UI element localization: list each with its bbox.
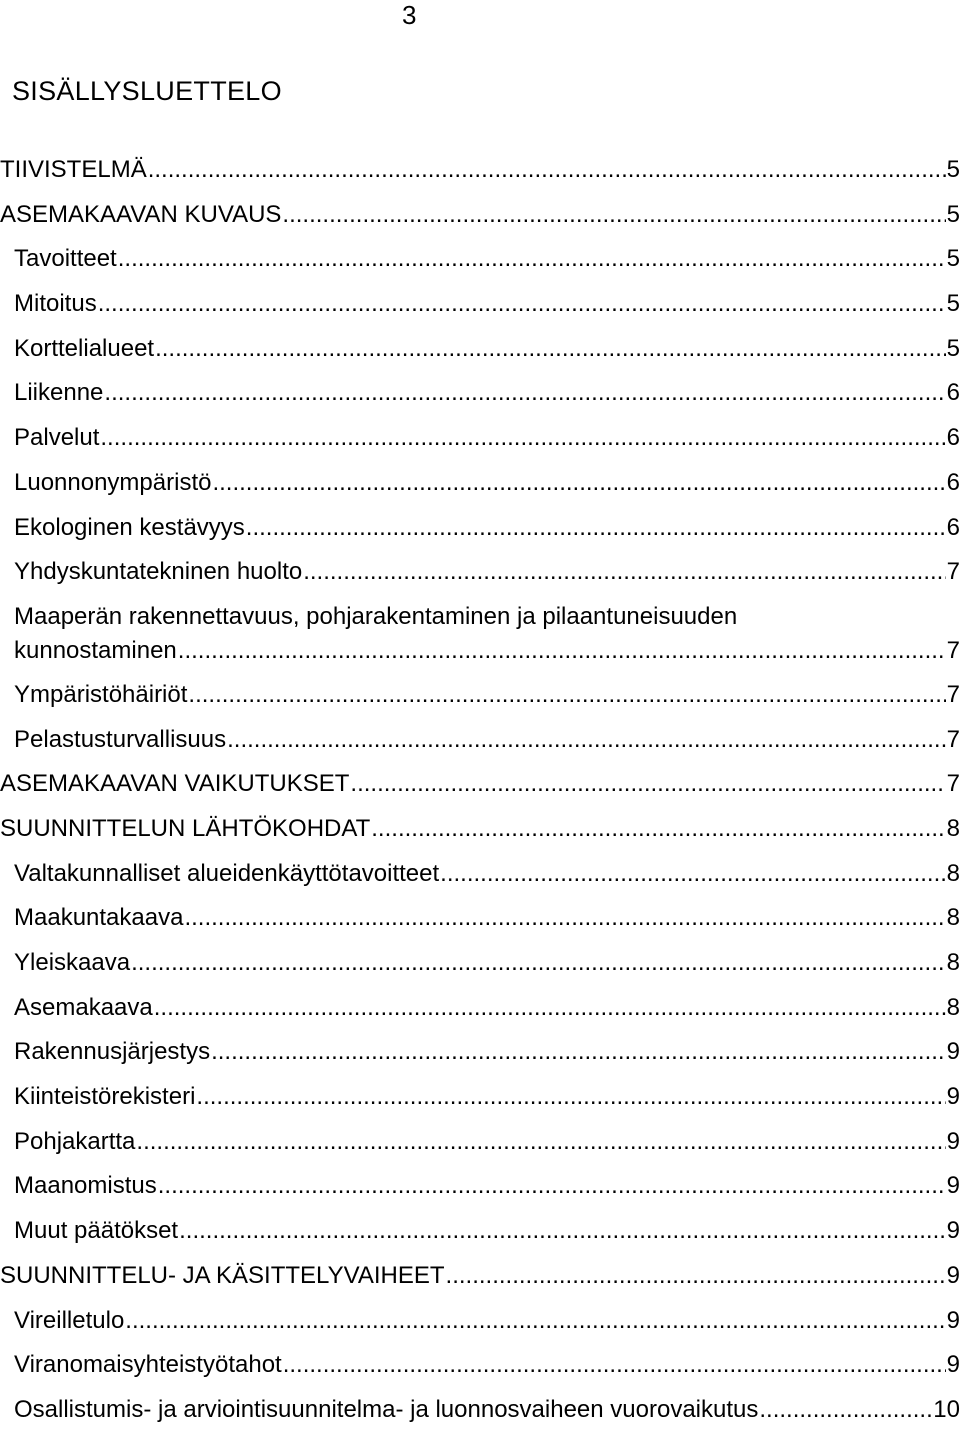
toc-entry-page: 9 — [946, 1038, 960, 1066]
toc-entry-title: Mitoitus — [14, 290, 97, 318]
toc-entry[interactable] — [0, 1302, 960, 1347]
toc-entry[interactable] — [0, 765, 960, 810]
toc-entry[interactable] — [0, 1346, 960, 1391]
toc-leader-dots — [184, 901, 945, 935]
toc-entry-title: ASEMAKAAVAN KUVAUS — [0, 200, 282, 228]
toc-entry-title: Muut päätökset — [14, 1217, 179, 1245]
toc-entry[interactable] — [0, 240, 960, 285]
toc-entry-title: Palvelut — [14, 424, 100, 452]
toc-leader-dots — [178, 634, 946, 668]
toc-entry-title: Yleiskaava — [14, 949, 131, 976]
toc-entry-page: 7 — [946, 558, 960, 586]
toc-entry[interactable] — [0, 810, 960, 855]
toc-entry-page: 9 — [946, 1351, 960, 1379]
toc-entry-page: 10 — [933, 1395, 960, 1423]
toc-entry-page: 6 — [946, 379, 960, 407]
toc-entry[interactable] — [0, 944, 960, 989]
toc-entry[interactable] — [0, 151, 960, 196]
toc-entry[interactable] — [0, 1212, 960, 1257]
toc-entry-page: 9 — [946, 1172, 960, 1200]
toc-entry[interactable] — [0, 721, 960, 766]
toc-entry-title: Ympäristöhäiriöt — [14, 680, 188, 708]
toc-entry-title: SUUNNITTELU- JA KÄSITTELYVAIHEET — [0, 1261, 445, 1289]
toc-leader-dots — [136, 1125, 945, 1159]
toc-entry-page: 5 — [946, 290, 960, 318]
toc-leader-dots — [158, 1169, 946, 1203]
toc-entry-title: Osallistumis- ja arviointisuunnitelma- ja luonnosvaiheen vuorovaikutus — [14, 1395, 759, 1423]
toc-entry-title: SUUNNITTELUN LÄHTÖKOHDAT — [0, 814, 371, 842]
toc-entry[interactable] — [0, 330, 960, 375]
toc-entry[interactable] — [0, 196, 960, 241]
toc-leader-dots — [371, 812, 945, 846]
toc-entry[interactable] — [0, 676, 960, 721]
toc-entry-page: 5 — [946, 334, 960, 362]
toc-leader-dots — [104, 376, 945, 410]
toc-entry[interactable] — [0, 553, 960, 598]
toc-entry[interactable] — [0, 899, 960, 944]
toc-entry-page: 7 — [946, 725, 960, 753]
toc-entry-page: 7 — [946, 636, 960, 664]
toc-entry-title: Pelastusturvallisuus — [14, 725, 227, 753]
toc-heading: SISÄLLYSLUETTELO — [12, 76, 282, 106]
toc-leader-dots — [227, 723, 946, 757]
toc-entry-title: Valtakunnalliset alueidenkäyttötavoitteet — [14, 859, 440, 887]
toc-entry[interactable] — [0, 374, 960, 419]
toc-leader-dots — [759, 1393, 932, 1427]
toc-entry[interactable] — [0, 855, 960, 900]
toc-leader-dots — [350, 767, 945, 801]
toc-entry-title: Pohjakartta — [14, 1127, 136, 1155]
toc-leader-dots — [148, 153, 946, 187]
toc-entry[interactable] — [0, 1078, 960, 1123]
toc-leader-dots — [246, 511, 946, 545]
toc-entry-title: Viranomaisyhteistyötahot — [14, 1351, 282, 1379]
toc-entry[interactable] — [0, 509, 960, 554]
toc-entry[interactable] — [0, 1123, 960, 1168]
toc-entry-page: 5 — [946, 156, 960, 183]
toc-leader-dots — [98, 287, 946, 321]
toc-leader-dots — [125, 1304, 945, 1338]
toc-entry-page: 6 — [946, 468, 960, 496]
toc-entry-title: ASEMAKAAVAN VAIKUTUKSET — [0, 770, 350, 798]
toc-leader-dots — [211, 1035, 946, 1069]
toc-leader-dots — [446, 1259, 946, 1293]
toc-entry[interactable] — [0, 598, 960, 676]
toc-entry-title: Asemakaava — [14, 993, 153, 1021]
toc-entry-title: Maakuntakaava — [14, 904, 184, 932]
table-of-contents — [0, 151, 960, 1436]
toc-entry-title: Rakennusjärjestys — [14, 1038, 211, 1066]
toc-leader-dots — [188, 678, 945, 712]
toc-entry[interactable] — [0, 464, 960, 509]
toc-entry[interactable] — [0, 285, 960, 330]
toc-entry-page: 8 — [946, 859, 960, 887]
toc-entry-page: 8 — [946, 949, 960, 976]
toc-entry-page: 8 — [946, 993, 960, 1021]
toc-leader-dots — [283, 1348, 946, 1382]
toc-entry-page: 9 — [946, 1217, 960, 1245]
toc-entry[interactable] — [0, 1257, 960, 1302]
toc-leader-dots — [155, 332, 946, 366]
toc-entry-page: 8 — [946, 814, 960, 842]
toc-leader-dots — [212, 466, 945, 500]
toc-leader-dots — [196, 1080, 945, 1114]
toc-entry-title: Korttelialueet — [14, 334, 155, 362]
toc-entry-title: Ekologinen kestävyys — [14, 513, 245, 541]
toc-entry-page: 8 — [946, 904, 960, 932]
toc-entry-page: 5 — [946, 245, 960, 273]
toc-leader-dots — [118, 242, 946, 276]
toc-entry-page: 9 — [946, 1083, 960, 1111]
toc-entry-title: Tavoitteet — [14, 245, 117, 273]
toc-entry-page: 6 — [946, 424, 960, 452]
toc-entry-title: TIIVISTELMÄ — [0, 156, 147, 183]
toc-entry-title: Vireilletulo — [14, 1306, 125, 1334]
toc-entry-title: Kiinteistörekisteri — [14, 1083, 196, 1111]
toc-entry-title: Liikenne — [14, 379, 104, 407]
toc-leader-dots — [131, 946, 946, 980]
toc-entry-page: 7 — [946, 770, 960, 798]
toc-leader-dots — [303, 555, 945, 589]
toc-leader-dots — [282, 198, 945, 232]
toc-entry-page: 9 — [946, 1127, 960, 1155]
toc-entry-title-line1: Maaperän rakennettavuus, pohjarakentaminen ja pilaantuneisuuden — [14, 602, 738, 630]
toc-entry-title: kunnostaminen — [14, 636, 177, 664]
toc-entry-title: Maanomistus — [14, 1172, 157, 1200]
toc-entry-page: 5 — [946, 200, 960, 228]
toc-entry[interactable] — [0, 989, 960, 1034]
toc-entry-title: Yhdyskuntatekninen huolto — [14, 558, 303, 586]
toc-entry-page: 7 — [946, 680, 960, 708]
toc-leader-dots — [154, 991, 946, 1025]
toc-entry-title: Luonnonympäristö — [14, 468, 212, 496]
toc-leader-dots — [179, 1214, 946, 1248]
toc-leader-dots — [440, 857, 945, 891]
toc-entry[interactable] — [0, 419, 960, 464]
page-number: 3 — [402, 0, 417, 30]
toc-entry-page: 9 — [946, 1306, 960, 1334]
toc-entry-page: 9 — [946, 1261, 960, 1289]
toc-entry[interactable] — [0, 1167, 960, 1212]
toc-entry[interactable] — [0, 1033, 960, 1078]
toc-entry-page: 6 — [946, 513, 960, 541]
toc-leader-dots — [100, 421, 945, 455]
